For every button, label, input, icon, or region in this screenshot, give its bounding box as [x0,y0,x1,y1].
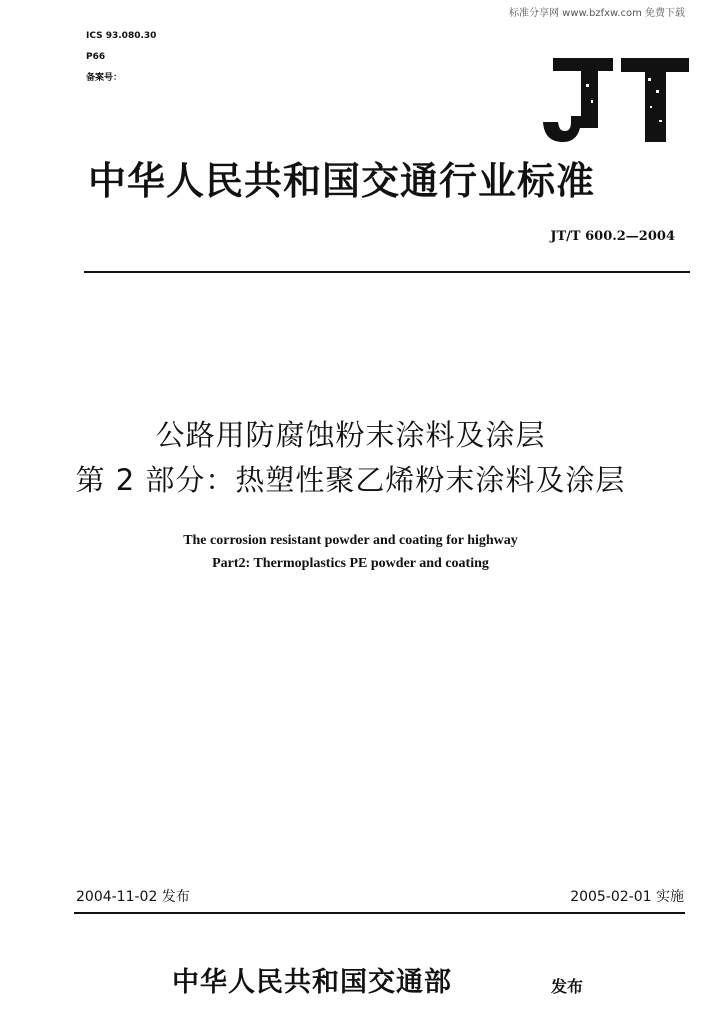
implementation-date: 2005-02-01 实施 [570,889,684,905]
classification-code: P66 [86,52,106,62]
issue-date: 2004-11-02 发布 [76,889,190,905]
document-title-cn-line2: 第 2 部分：热塑性聚乙烯粉末涂料及涂层 [75,463,626,497]
header-divider [84,271,690,273]
document-title-en-line2: Part2: Thermoplastics PE powder and coating [212,556,489,571]
ics-code: ICS 93.080.30 [86,31,157,41]
record-number-label: 备案号： [86,73,123,83]
standard-category-title: 中华人民共和国交通行业标准 [88,158,596,203]
jt-logo [541,56,691,146]
footer-divider [74,912,685,914]
watermark-text: 标准分享网 www.bzfxw.com 免费下载 [509,8,685,19]
standard-number: JT/T 600.2—2004 [550,229,675,244]
document-title-cn-line1: 公路用防腐蚀粉末涂料及涂层 [155,418,546,452]
issuing-authority: 中华人民共和国交通部 [172,967,452,998]
document-title-en-line1: The corrosion resistant powder and coating for highway [183,533,518,548]
issue-label: 发布 [551,977,584,996]
